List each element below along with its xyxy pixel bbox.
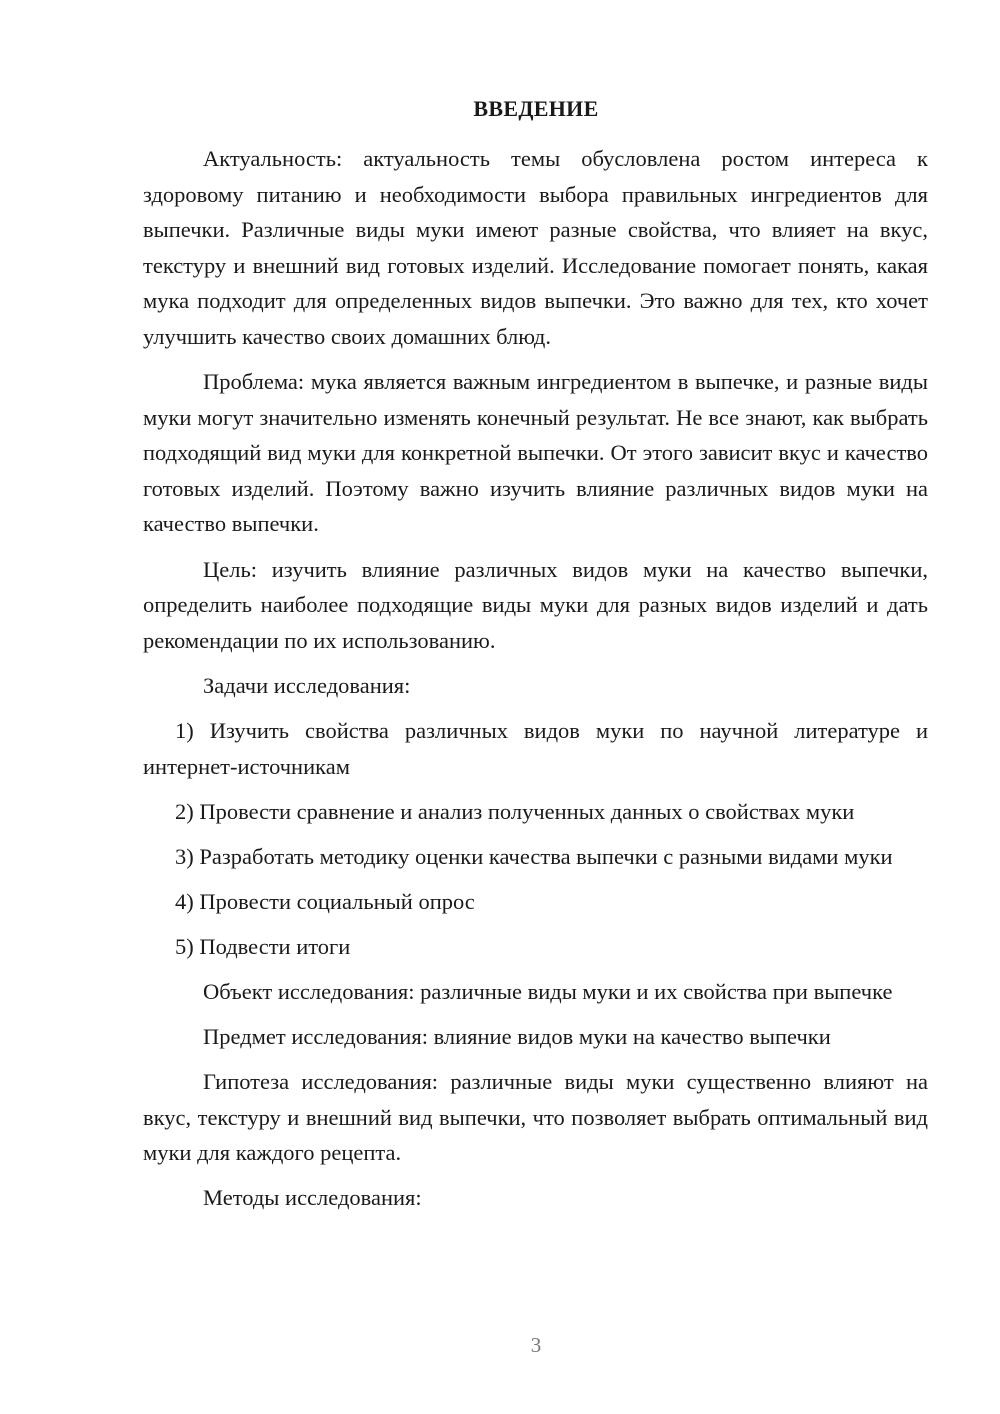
problem-paragraph: Проблема: мука является важным ингредиентом в выпечке, и разные виды муки могут значительно изменять конечный результат. Не все знают, как выбрать подходящий вид муки для конкретной выпечки. От этого зависит вкус и качество готовых изделий. Поэтому важно изучить влияние различных видов муки на качество выпечки. bbox=[143, 369, 928, 537]
methods-heading: Методы исследования: bbox=[203, 1185, 422, 1211]
task-item-2: 2) Провести сравнение и анализ полученных данных о свойствах муки bbox=[175, 798, 855, 824]
tasks-heading: Задачи исследования: bbox=[203, 672, 411, 698]
task-item-4: 4) Провести социальный опрос bbox=[175, 888, 475, 914]
object-paragraph: Объект исследования: различные виды муки и их свойства при выпечке bbox=[203, 978, 893, 1004]
page-title: ВВЕДЕНИЕ bbox=[473, 96, 599, 121]
relevance-paragraph: Актуальность: актуальность темы обусловлена ростом интереса к здоровому питанию и необходимости выбора правильных ингредиентов для выпечки. Различные виды муки имеют разные свойства, что влияет на вкус, текстуру и внешний вид готовых изделий. Исследование помогает понять, какая мука подходит для определенных видов выпечки. Это важно для тех, кто хочет улучшить качество своих домашних блюд. bbox=[143, 146, 928, 349]
task-item-1: 1) Изучить свойства различных видов муки по научной литературе и интернет-источникам bbox=[143, 717, 928, 779]
task-item-5: 5) Подвести итоги bbox=[175, 933, 351, 959]
document-body bbox=[143, 141, 928, 1226]
goal-paragraph: Цель: изучить влияние различных видов муки на качество выпечки, определить наиболее подходящие виды муки для разных видов изделий и дать рекомендации по их использованию. bbox=[143, 556, 928, 653]
hypothesis-paragraph: Гипотеза исследования: различные виды муки существенно влияют на вкус, текстуру и внешний вид выпечки, что позволяет выбрать оптимальный вид муки для каждого рецепта. bbox=[143, 1069, 928, 1166]
task-item-3: 3) Разработать методику оценки качества выпечки с разными видами муки bbox=[175, 843, 893, 869]
page-number: 3 bbox=[530, 1333, 542, 1357]
subject-paragraph: Предмет исследования: влияние видов муки на качество выпечки bbox=[203, 1024, 831, 1050]
